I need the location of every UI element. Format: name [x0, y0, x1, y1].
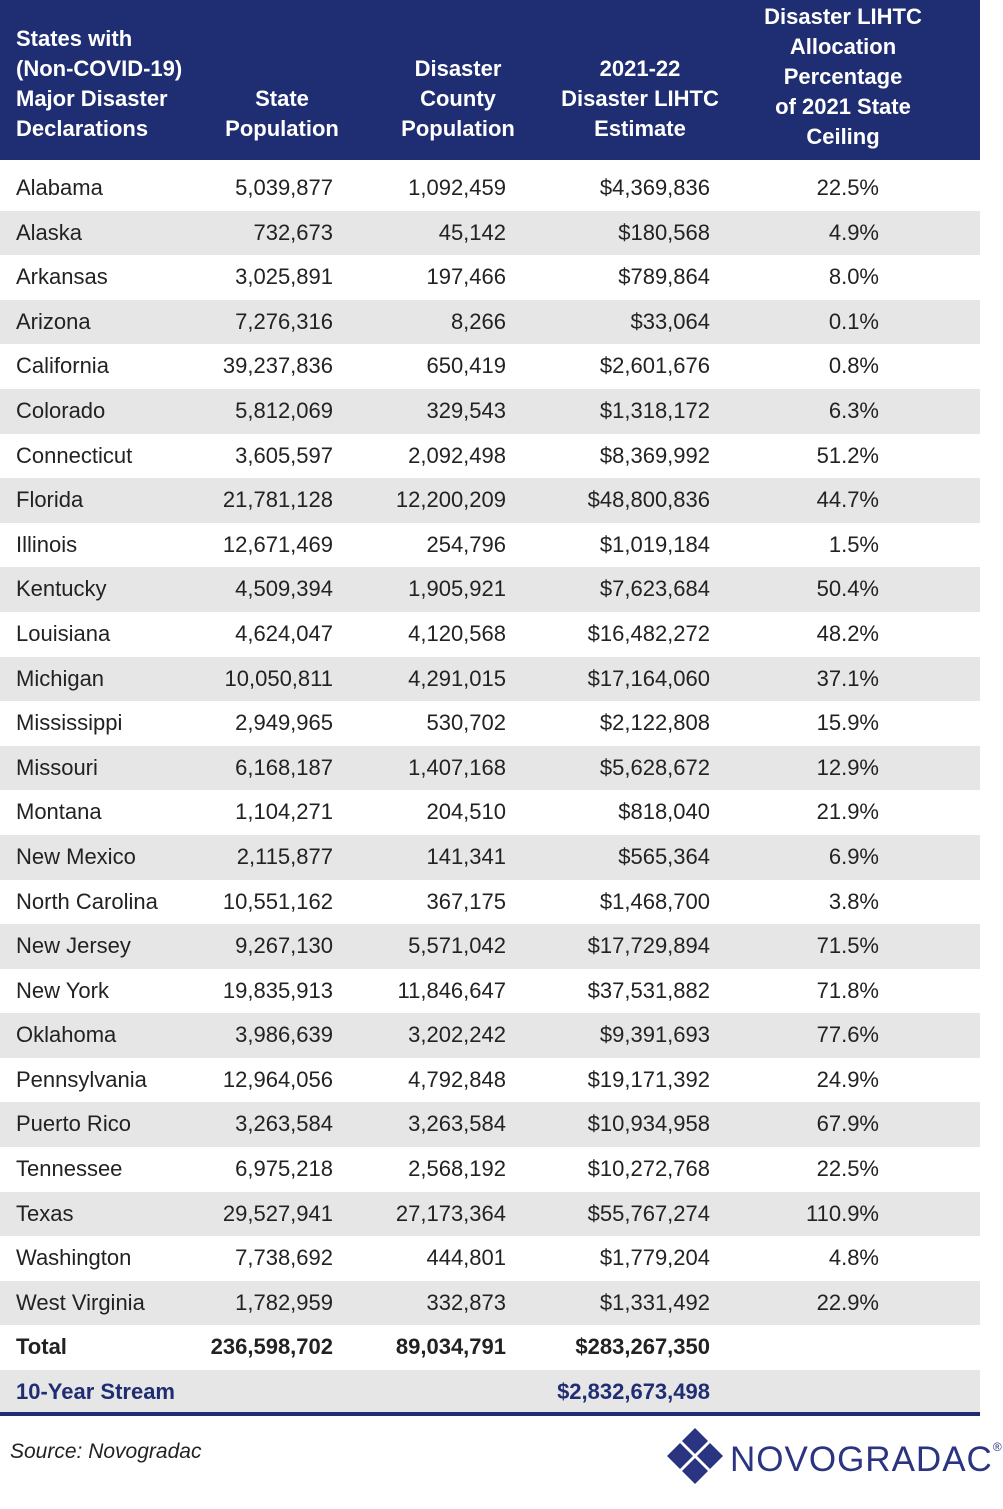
novogradac-logo [662, 1426, 1003, 1490]
state-population: 7,738,692 [235, 1245, 333, 1271]
table-row [0, 1281, 980, 1326]
state-population: 5,039,877 [235, 175, 333, 200]
lihtc-estimate: $55,767,274 [587, 1200, 710, 1226]
bottom-rule [0, 1412, 980, 1416]
table-row [0, 835, 980, 880]
allocation-percentage: 4.9% [828, 219, 879, 245]
allocation-percentage: 0.8% [828, 353, 879, 379]
table-row [0, 300, 980, 345]
table-row [0, 701, 980, 746]
lihtc-estimate: $19,171,392 [587, 1066, 710, 1092]
state-name: Alaska [16, 219, 83, 245]
state-name: Connecticut [16, 442, 133, 468]
county-population: 4,291,015 [408, 665, 506, 691]
state-population: 2,115,877 [236, 843, 333, 869]
county-population: 5,571,042 [408, 933, 506, 959]
lihtc-estimate: $17,729,894 [587, 933, 710, 959]
county-population: 3,202,242 [408, 1022, 506, 1048]
county-population: 3,263,584 [408, 1111, 506, 1137]
state-name: Arkansas [16, 264, 108, 290]
table-row [0, 880, 980, 925]
state-population: 1,104,271 [235, 799, 333, 825]
table-row [0, 567, 980, 612]
county-population: 4,120,568 [408, 620, 506, 646]
total-label: Total [16, 1334, 67, 1360]
allocation-percentage: 22.5% [816, 1156, 879, 1182]
allocation-percentage: 1.5% [828, 531, 879, 557]
county-population: 4,792,848 [408, 1066, 506, 1092]
state-population: 21,781,128 [222, 487, 333, 513]
allocation-percentage: 22.9% [816, 1289, 879, 1315]
state-population: 39,237,836 [222, 353, 333, 379]
lihtc-estimate: $7,623,684 [599, 576, 710, 602]
allocation-percentage: 77.6% [816, 1022, 879, 1048]
county-population: 530,702 [426, 710, 506, 736]
state-population: 10,551,162 [222, 888, 333, 914]
state-name: Puerto Rico [16, 1111, 131, 1137]
allocation-percentage: 0.1% [828, 308, 879, 334]
lihtc-estimate: $565,364 [618, 843, 710, 869]
table-row [0, 255, 980, 300]
allocation-percentage: 24.9% [816, 1066, 879, 1092]
county-population: 2,568,192 [408, 1156, 506, 1182]
county-population: 45,142 [438, 219, 506, 245]
lihtc-estimate: $1,318,172 [599, 397, 710, 423]
state-name: Louisiana [16, 620, 111, 646]
header-lihtc-estimate: 2021-22 Disaster LIHTC Estimate [561, 56, 719, 141]
state-name: New Jersey [16, 933, 131, 959]
lihtc-estimate: $789,864 [618, 264, 710, 290]
table-row [0, 1058, 980, 1103]
state-population: 29,527,941 [222, 1200, 333, 1226]
table-row [0, 1013, 980, 1058]
lihtc-estimate: $17,164,060 [587, 665, 710, 691]
state-population: 3,025,891 [235, 264, 333, 290]
total-state-population: 236,598,702 [210, 1334, 333, 1360]
header-states: States with (Non-COVID-19) Major Disaster Declarations [16, 26, 183, 141]
table-row [0, 434, 980, 479]
allocation-percentage: 12.9% [816, 754, 879, 780]
county-population: 12,200,209 [395, 487, 506, 513]
table-row [0, 1192, 980, 1237]
state-population: 12,671,469 [222, 531, 333, 557]
state-population: 2,949,965 [235, 710, 333, 736]
state-population: 6,168,187 [235, 754, 333, 780]
state-name: Pennsylvania [16, 1066, 147, 1092]
lihtc-estimate: $1,331,492 [599, 1289, 710, 1315]
allocation-percentage: 67.9% [816, 1111, 879, 1137]
table-row [0, 657, 980, 702]
state-name: North Carolina [16, 888, 158, 914]
county-population: 197,466 [426, 264, 506, 290]
allocation-percentage: 6.3% [828, 397, 879, 423]
state-population: 7,276,316 [235, 308, 333, 334]
lihtc-estimate: $2,122,808 [599, 710, 710, 736]
lihtc-estimate: $818,040 [618, 799, 710, 825]
state-name: Kentucky [16, 576, 107, 602]
logo-wordmark: NOVOGRADAC® [730, 1440, 1003, 1479]
county-population: 141,341 [426, 843, 506, 869]
state-name: Illinois [16, 531, 78, 557]
source-note: Source: Novogradac [10, 1440, 202, 1463]
state-population: 6,975,218 [235, 1156, 333, 1182]
header-disaster-county-population: Disaster County Population [401, 56, 515, 141]
lihtc-estimate: $5,628,672 [599, 754, 710, 780]
lihtc-estimate: $10,934,958 [587, 1111, 710, 1137]
state-population: 4,624,047 [235, 620, 333, 646]
county-population: 204,510 [426, 799, 506, 825]
table-row [0, 523, 980, 568]
table-row [0, 612, 980, 657]
lihtc-estimate: $1,779,204 [599, 1245, 710, 1271]
stream-label: 10-Year Stream [16, 1379, 175, 1405]
allocation-percentage: 71.5% [816, 933, 879, 959]
county-population: 1,905,921 [408, 576, 506, 602]
allocation-percentage: 44.7% [816, 487, 879, 513]
lihtc-estimate: $16,482,272 [587, 620, 710, 646]
state-name: Michigan [16, 665, 105, 691]
county-population: 8,266 [450, 308, 506, 334]
table-row [0, 1147, 980, 1192]
lihtc-estimate: $2,601,676 [599, 353, 710, 379]
total-estimate: $283,267,350 [575, 1334, 710, 1360]
state-name: Montana [16, 799, 102, 825]
allocation-percentage: 110.9% [806, 1200, 879, 1226]
table-header [0, 0, 980, 160]
table-body [0, 166, 980, 1415]
state-population: 3,986,639 [235, 1022, 333, 1048]
state-population: 3,263,584 [235, 1111, 333, 1137]
table-row [0, 344, 980, 389]
state-name: New Mexico [16, 843, 136, 869]
table-row [0, 969, 980, 1014]
allocation-percentage: 37.1% [816, 665, 879, 691]
state-name: Mississippi [16, 710, 123, 736]
table-row [0, 924, 980, 969]
allocation-percentage: 4.8% [828, 1245, 879, 1271]
total-row [0, 1325, 980, 1370]
state-name: Colorado [16, 397, 106, 423]
allocation-percentage: 22.5% [816, 175, 879, 200]
state-population: 12,964,056 [222, 1066, 333, 1092]
table-row [0, 166, 980, 211]
county-population: 444,801 [426, 1245, 506, 1271]
allocation-percentage: 15.9% [816, 710, 879, 736]
allocation-percentage: 21.9% [816, 799, 879, 825]
header-state-population: State Population [225, 86, 339, 141]
table-row [0, 478, 980, 523]
state-population: 732,673 [253, 219, 333, 245]
table-row [0, 1102, 980, 1147]
lihtc-estimate: $4,369,836 [599, 175, 710, 200]
table-row [0, 389, 980, 434]
lihtc-estimate: $1,468,700 [599, 888, 710, 914]
county-population: 332,873 [426, 1289, 506, 1315]
allocation-percentage: 71.8% [816, 977, 879, 1003]
total-county-population: 89,034,791 [395, 1334, 506, 1360]
table-row [0, 790, 980, 835]
state-name: Texas [16, 1200, 74, 1226]
county-population: 1,092,459 [408, 175, 506, 200]
stream-row [0, 1370, 980, 1415]
lihtc-estimate: $33,064 [630, 308, 710, 334]
state-population: 19,835,913 [222, 977, 333, 1003]
state-name: Missouri [16, 754, 98, 780]
state-name: Tennessee [16, 1156, 123, 1182]
state-name: West Virginia [16, 1289, 145, 1315]
state-name: Oklahoma [16, 1022, 117, 1048]
county-population: 27,173,364 [395, 1200, 506, 1226]
allocation-percentage: 48.2% [816, 620, 879, 646]
state-population: 1,782,959 [235, 1289, 333, 1315]
county-population: 329,543 [426, 397, 506, 423]
lihtc-estimate: $9,391,693 [599, 1022, 710, 1048]
lihtc-estimate: $10,272,768 [587, 1156, 710, 1182]
county-population: 367,175 [426, 888, 506, 914]
state-population: 5,812,069 [235, 397, 333, 423]
allocation-percentage: 8.0% [828, 264, 879, 290]
header-allocation-percentage: Disaster LIHTC Allocation Percentage of 2021 State Ceiling [764, 4, 922, 149]
diamond-logo-icon [662, 1426, 728, 1490]
allocation-percentage: 51.2% [816, 442, 879, 468]
table-row [0, 211, 980, 256]
county-population: 1,407,168 [408, 754, 506, 780]
allocation-percentage: 50.4% [816, 576, 879, 602]
county-population: 2,092,498 [408, 442, 506, 468]
lihtc-estimate: $1,019,184 [599, 531, 710, 557]
county-population: 254,796 [426, 531, 506, 557]
state-name: New York [16, 977, 109, 1003]
lihtc-estimate: $48,800,836 [587, 487, 710, 513]
state-population: 10,050,811 [224, 665, 333, 691]
county-population: 650,419 [426, 353, 506, 379]
state-population: 4,509,394 [235, 576, 333, 602]
state-population: 3,605,597 [235, 442, 333, 468]
table-row [0, 746, 980, 791]
state-name: Alabama [16, 175, 103, 200]
state-name: California [16, 353, 109, 379]
allocation-percentage: 3.8% [828, 888, 879, 914]
allocation-percentage: 6.9% [828, 843, 879, 869]
table-row [0, 1236, 980, 1281]
lihtc-estimate: $8,369,992 [599, 442, 710, 468]
lihtc-estimate: $37,531,882 [587, 977, 710, 1003]
stream-estimate: $2,832,673,498 [557, 1379, 710, 1405]
lihtc-estimate: $180,568 [618, 219, 710, 245]
state-population: 9,267,130 [235, 933, 333, 959]
state-name: Arizona [16, 308, 91, 334]
county-population: 11,846,647 [397, 977, 506, 1003]
state-name: Washington [16, 1245, 132, 1271]
state-name: Florida [16, 487, 84, 513]
